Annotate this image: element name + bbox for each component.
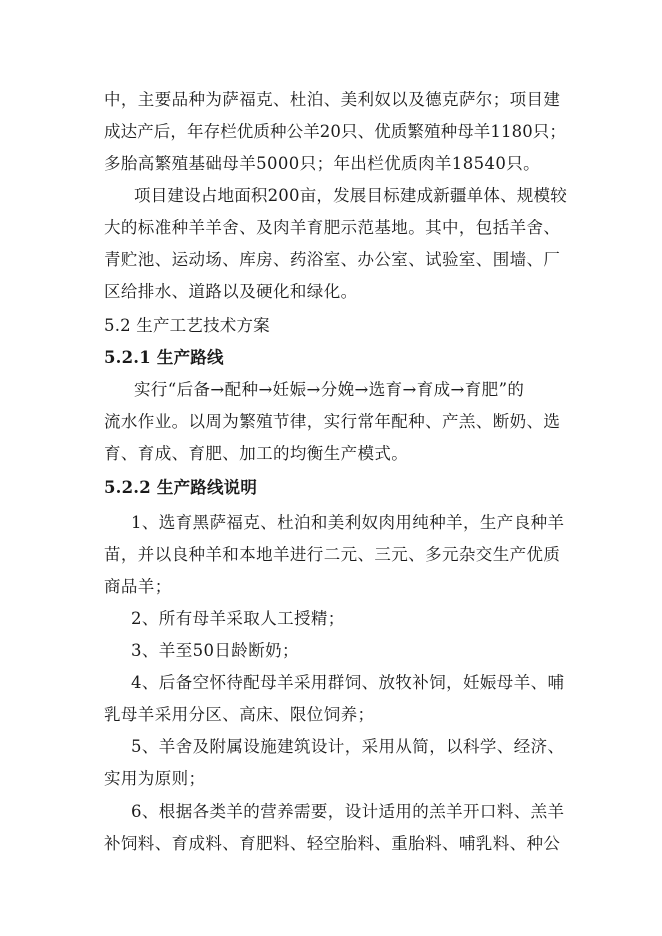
body-text-line: 区给排水、道路以及硬化和绿化。 bbox=[104, 282, 358, 301]
list-item-line: 补饲料、育成料、育肥料、轻空胎料、重胎料、哺乳料、种公 bbox=[104, 834, 561, 853]
body-text-line: 流水作业。以周为繁殖节律，实行常年配种、产羔、断奶、选 bbox=[104, 412, 561, 431]
body-text-line: 大的标准种羊羊舍、及肉羊育肥示范基地。其中，包括羊舍、 bbox=[104, 218, 561, 237]
list-item-line: 4、后备空怀待配母羊采用群饲、放牧补饲，妊娠母羊、哺 bbox=[131, 673, 565, 692]
list-item-line: 6、根据各类羊的营养需要，设计适用的羔羊开口料、羔羊 bbox=[131, 802, 565, 821]
list-item-line: 商品羊； bbox=[104, 577, 172, 596]
list-item-line: 实用为原则； bbox=[104, 769, 206, 788]
section-heading-5-2-1: 5.2.1 生产路线 bbox=[104, 348, 224, 367]
section-heading-5-2-2: 5.2.2 生产路线说明 bbox=[104, 478, 258, 497]
body-text-line: 成达产后，年存栏优质种公羊20只、优质繁殖种母羊1180只； bbox=[104, 122, 566, 141]
body-text-line: 中，主要品种为萨福克、杜泊、美利奴以及德克萨尔；项目建 bbox=[104, 90, 561, 109]
list-item-line: 2、所有母羊采取人工授精； bbox=[131, 609, 345, 628]
body-text-line: 实行“后备→配种→妊娠→分娩→选育→育成→育肥”的 bbox=[134, 380, 525, 399]
list-item-line: 苗，并以良种羊和本地羊进行二元、三元、多元杂交生产优质 bbox=[104, 545, 561, 564]
list-item-line: 3、羊至50日龄断奶； bbox=[131, 641, 299, 660]
list-item-line: 乳母羊采用分区、高床、限位饲养； bbox=[104, 705, 375, 724]
section-heading-5-2: 5.2 生产工艺技术方案 bbox=[104, 316, 270, 335]
body-text-line: 育、育成、育肥、加工的均衡生产模式。 bbox=[104, 444, 409, 463]
body-text-line: 青贮池、运动场、库房、药浴室、办公室、试验室、围墙、厂 bbox=[104, 250, 561, 269]
list-item-line: 1、选育黑萨福克、杜泊和美利奴肉用纯种羊，生产良种羊 bbox=[131, 513, 565, 532]
body-text-line: 多胎高繁殖基础母羊5000只；年出栏优质肉羊18540只。 bbox=[104, 154, 541, 173]
body-text-line: 项目建设占地面积200亩，发展目标建成新疆单体、规模较 bbox=[134, 186, 567, 205]
list-item-line: 5、羊舍及附属设施建筑设计，采用从简，以科学、经济、 bbox=[131, 737, 565, 756]
